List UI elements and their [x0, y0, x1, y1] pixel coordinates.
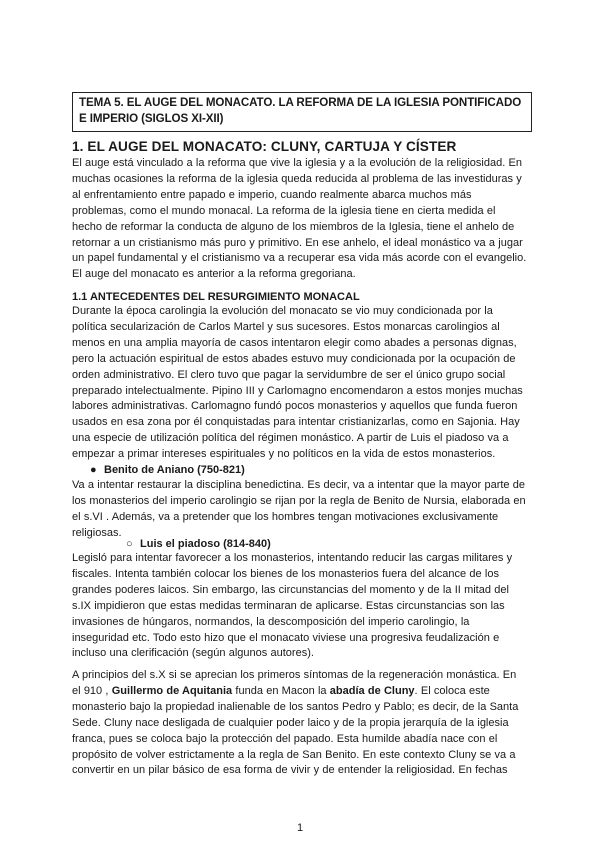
- section-heading-1: 1. EL AUGE DEL MONACATO: CLUNY, CARTUJA Y CÍSTER: [72, 139, 457, 154]
- page-number: 1: [296, 822, 304, 834]
- section-1-paragraph: El auge está vinculado a la reforma que vive la iglesia y a la evolución de la religiosidad. En muchas ocasiones la reforma de la iglesia queda reducida al problema de las investiduras y al enfrentamiento entre papado e imperio, cuando realmente abarca muchos más problemas, como el mundo monacal. La reforma de la iglesia tiene en cierta medida el hecho de reformar la conducta de alguno de los miembros de la Iglesia, tiene el anhelo de retornar a un cristianismo más puro y primitivo. En ese anhelo, el ideal monástico va a jugar un papel fundamental y el cristianismo va a recuperar esa vida más acorde con el evangelio. El auge del monacato es anterior a la reforma gregoriana.: [72, 157, 527, 281]
- benito-paragraph: Va a intentar restaurar la disciplina benedictina. Es decir, va a intentar que la mayor parte de los monasterios del imperio carolingio se rijan por la regla de Benito de Nursia, elaborada en el s.VI . Además, va a pretender que los hombres tengan motivaciones exclusivamente religiosas.: [72, 479, 526, 539]
- section-heading-1-1: 1.1 ANTECEDENTES DEL RESURGIMIENTO MONACAL: [72, 291, 360, 303]
- filled-bullet-icon: ●: [90, 464, 97, 476]
- section-1-1-paragraph: Durante la época carolingia la evolución del monacato se vio muy condicionada por la política secularización de Carlos Martel y sus sucesores. Estos monarcas carolingios al menos en una amplia mayoría de casos intentaron elegir como abades a personas dignas, pero la actuación espiritual de estos abades estuvo muy condicionada por la ocupación de orden administrativo. El clero tuvo que pagar la servidumbre de ser el único grupo social preparado intelectualmente. Pipino III y Carlomagno encomendaron a estos monjes muchas labores administrativas. Carlomagno fundó pocos monasterios y aquellos que funda fueron usados en esa zona por él conquistadas para intentar cristianizarlas, como en Sajonia. Hay una especie de utilización política del régimen monástico. A partir de Luis el piadoso va a empezar a primar intereses espirituales y no políticos en la vida de estos monasterios.: [72, 305, 523, 461]
- luis-paragraph-text: Legisló para intentar favorecer a los monasterios, intentando reducir las cargas militares y fiscales. Intenta también colocar los bienes de los monasterios fuera del alcance de los grandes poderes laicos. Sin embargo, las circunstancias del momento y de la II mitad del s.IX impidieron que estas medidas terminaran de aplicarse. Estas circunstancias son las invasiones de húngaros, normandos, la descomposición del imperio carolingio, la inseguridad etc. Todo esto hizo que el monacato viviese una progresiva feudalización e incluso una clerificación (según algunos autores).: [72, 552, 513, 660]
- cluny-text-2: funda en Macon la: [232, 684, 330, 697]
- bullet-label: Luis el piadoso (814-840): [140, 538, 271, 550]
- cluny-text-1: A principios del s.X si se aprecian los primeros síntomas de la regeneración monástica. En el 910 ,: [72, 669, 517, 697]
- luis-paragraph: [72, 551, 528, 662]
- bullet-benito-de-aniano: [90, 462, 245, 478]
- guillermo-de-aquitania: Guillermo de Aquitania: [111, 684, 233, 697]
- cluny-text-3: . El coloca este monasterio bajo la propiedad inalienable de los santos Pedro y Pablo; es decir, de la Santa Sede. Cluny nace desligada de cualquier poder laico y de la propia jerarquía de la iglesia franca, pues se coloca bajo la protección del papado. Esta humilde abadía nace con el propósito de volver estrictamente a la regla de San Benito. En este contexto Cluny se va a convertir en un pilar básico de esa forma de vivir y de entender la religiosidad. En fechas: [72, 684, 519, 777]
- cluny-paragraph: [72, 668, 528, 779]
- abadia-de-cluny: abadía de Cluny: [329, 684, 415, 697]
- bullet-label: Benito de Aniano (750-821): [104, 464, 245, 476]
- hollow-bullet-icon: ○: [126, 538, 133, 550]
- bullet-luis-el-piadoso: [126, 536, 271, 552]
- document-title: TEMA 5. EL AUGE DEL MONACATO. LA REFORMA DE LA IGLESIA PONTIFICADO E IMPERIO (SIGLOS XI-XII): [72, 92, 532, 132]
